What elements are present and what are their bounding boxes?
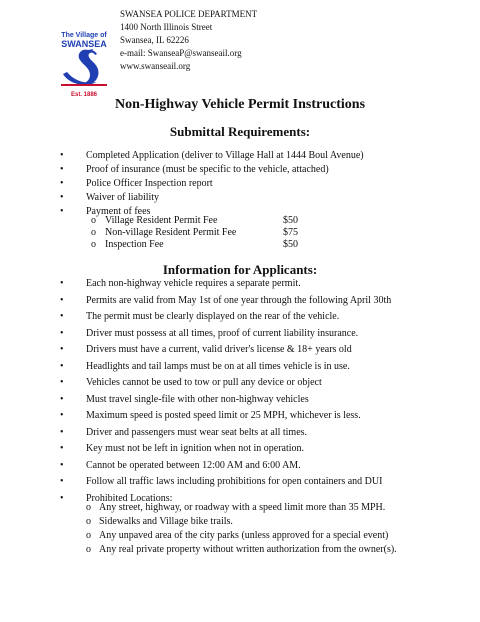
applicants-heading: Information for Applicants: <box>162 262 318 277</box>
list-item: o Any street, highway, or roadway with a speed limit more than 35 MPH. <box>86 502 386 513</box>
bullet-icon: • <box>60 476 64 487</box>
bullet-icon: • <box>60 294 64 306</box>
bullet-icon: • <box>60 278 64 289</box>
department-header <box>120 8 257 73</box>
logo-top-text: The Village of <box>61 32 107 39</box>
bullet-icon: • <box>60 360 64 372</box>
list-item: • Cannot be operated between 12:00 AM and 6:00 AM. <box>60 459 301 471</box>
sub-bullet-icon: o <box>86 530 91 541</box>
bullet-icon: • <box>60 150 64 161</box>
list-item: • Driver and passengers must wear seat belts at all times. <box>60 426 308 438</box>
bullet-icon: • <box>60 206 64 217</box>
list-item: • The permit must be clearly displayed on the rear of the vehicle. <box>60 311 340 322</box>
list-item: o Sidewalks and Village bike trails. <box>86 516 233 527</box>
sub-bullet-icon: o <box>91 227 96 238</box>
sub-bullet-icon: o <box>86 544 91 555</box>
list-item: • Must travel single-file with other non-highway vehicles <box>60 393 309 405</box>
bullet-icon: • <box>60 178 64 189</box>
list-item: o Any real private property without written authorization from the owner(s). <box>86 544 397 555</box>
list-item: • Key must not be left in ignition when not in operation. <box>60 443 305 454</box>
sub-bullet-icon: o <box>86 516 91 527</box>
bullet-icon: • <box>60 327 64 339</box>
village-of-swansea-logo <box>55 28 113 98</box>
list-item: • Driver must possess at all times, proof of current liability insurance. <box>60 327 359 339</box>
list-item: • Permits are valid from May 1st of one year through the following April 30th <box>60 294 392 306</box>
sub-bullet-icon: o <box>91 215 96 226</box>
department-city: Swansea, IL 62226 <box>120 35 189 45</box>
submittal-list <box>0 150 480 220</box>
bullet-icon: • <box>60 459 64 471</box>
bullet-icon: • <box>60 410 64 421</box>
bullet-icon: • <box>60 393 64 405</box>
list-item: • Each non-highway vehicle requires a separate permit. <box>60 278 301 289</box>
bullet-icon: • <box>60 344 64 355</box>
bullet-icon: • <box>60 164 64 175</box>
bullet-icon: • <box>60 443 64 454</box>
swan-icon <box>76 50 99 86</box>
sub-bullet-icon: o <box>86 502 91 513</box>
logo-name: SWANSEA <box>61 39 107 49</box>
list-item: • Proof of insurance (must be specific to the vehicle, attached) <box>60 164 329 175</box>
list-item: • Drivers must have a current, valid driver's license & 18+ years old <box>60 344 352 355</box>
list-item: • Police Officer Inspection report <box>60 178 213 189</box>
list-item: • Prohibited Locations: <box>60 492 173 504</box>
sub-bullet-icon: o <box>91 239 96 250</box>
applicants-list <box>0 278 480 509</box>
list-item: o Any unpaved area of the city parks (unless approved for a special event) <box>86 530 389 541</box>
list-item: • Vehicles cannot be used to tow or pull any device or object <box>60 377 322 388</box>
fee-item: o Inspection Fee $50 <box>91 239 298 250</box>
bullet-icon: • <box>60 492 64 504</box>
department-street: 1400 North Illinois Street <box>120 22 213 32</box>
list-item: • Waiver of liability <box>60 192 160 203</box>
department-name: SWANSEA POLICE DEPARTMENT <box>120 9 258 19</box>
bullet-icon: • <box>60 426 64 438</box>
bullet-icon: • <box>60 311 64 322</box>
logo-est: Est. 1886 <box>70 92 98 98</box>
department-email[interactable]: e-mail: SwanseaP@swanseail.org <box>120 48 242 58</box>
bullet-icon: • <box>60 377 64 388</box>
list-item: • Maximum speed is posted speed limit or 25 MPH, whichever is less. <box>60 410 361 421</box>
department-website[interactable]: www.swanseail.org <box>120 61 191 71</box>
fee-list <box>0 215 480 251</box>
list-item: • Payment of fees <box>60 206 151 217</box>
fee-item: o Non-village Resident Permit Fee $75 <box>91 227 298 238</box>
submittal-heading: Submittal Requirements: <box>169 124 311 139</box>
bullet-icon: • <box>60 192 64 203</box>
fee-item: o Village Resident Permit Fee $50 <box>91 215 298 226</box>
list-item: • Headlights and tail lamps must be on at all times vehicle is in use. <box>60 360 350 372</box>
list-item: • Follow all traffic laws including prohibitions for open containers and DUI <box>60 476 383 487</box>
list-item: • Completed Application (deliver to Village Hall at 1444 Boul Avenue) <box>60 150 364 161</box>
document-title: Non-Highway Vehicle Permit Instructions <box>114 97 366 112</box>
prohibited-locations-list <box>0 502 480 558</box>
